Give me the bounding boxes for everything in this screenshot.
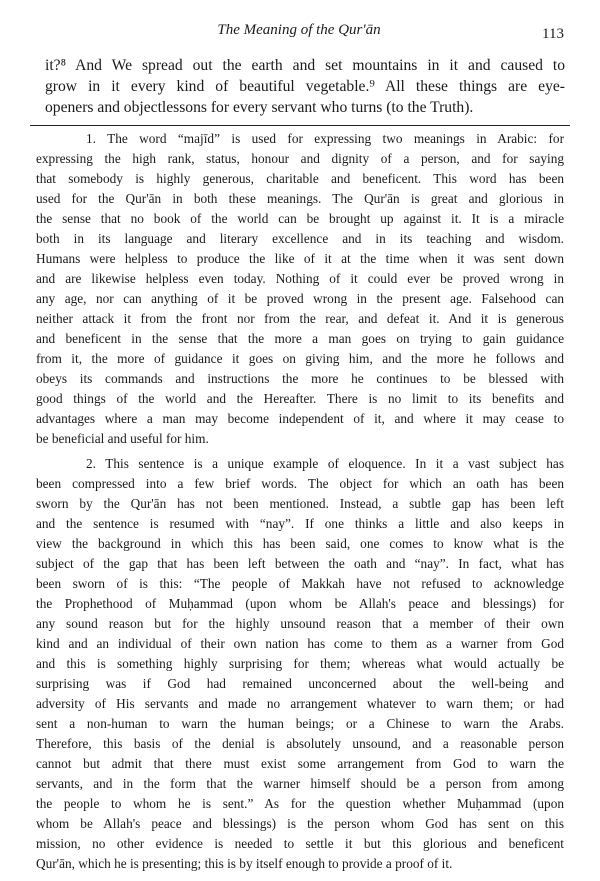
- footnote-line: cannot but admit that there must exist some arrangement from God to warn the: [36, 756, 564, 771]
- footnote-line: servants, and in the form that the warner himself should be a person from among: [36, 776, 564, 791]
- footnote-line: neither attack it from the front nor from the rear, and defeat it. And it is generous: [36, 311, 564, 326]
- footnote-line: 1. The word “majīd” is used for expressing two meanings in Arabic: for: [86, 131, 564, 146]
- footnote-line: the people to whom he is sent.” As for the question whether Muḥammad (upon: [36, 796, 564, 811]
- footnote-line: be beneficial and useful for him.: [36, 431, 209, 446]
- footnote-line: the sense that no book of the world can be brought up against it. It is a miracle: [36, 211, 564, 226]
- main-text-line: it?⁸ And We spread out the earth and set mountains in it and caused to: [45, 57, 565, 74]
- footnote-line: used for the Qur'ān in both these meanings. The Qur'ān is great and glorious in: [36, 191, 564, 206]
- footnote-line: sworn by the Qur'ān has not been mentioned. Instead, a subtle gap has been left: [36, 496, 564, 511]
- footnote-line: from it, the more of guidance it goes on giving him, and the more he follows and: [36, 351, 564, 366]
- footnote-line: and beneficent in the sense that the more a man goes on trying to gain guidance: [36, 331, 564, 346]
- footnote-line: obeys its commands and instructions the more he continues to be blessed with: [36, 371, 564, 386]
- footnote-line: the Prophethood of Muḥammad (upon whom be Allah's peace and blessings) for: [36, 596, 564, 611]
- footnote-2: [36, 454, 564, 874]
- footnote-line: any age, nor can anything of it be proved wrong in the present age. Falsehood can: [36, 291, 564, 306]
- footnote-line: and this is something highly surprising for them; whereas what would actually be: [36, 656, 564, 671]
- footnote-line: any sound reason but for the highly unsound reason that a member of their own: [36, 616, 564, 631]
- footnote-line: kind and an individual of their own nation has come to them as a warner from God: [36, 636, 564, 651]
- footnote-line: Therefore, this basis of the denial is absolutely unsound, and a reasonable person: [36, 736, 564, 751]
- footnote-line: whom be Allah's peace and blessings) is the person whom God has sent on this: [36, 816, 564, 831]
- footnote-line: both in its language and literary excellence and in its teaching and wisdom.: [36, 231, 564, 246]
- footnote-divider: [30, 125, 570, 126]
- footnote-line: surprising was if God had remained unconcerned about the well-being and: [36, 676, 564, 691]
- footnote-line: that somebody is highly generous, charitable and beneficent. This word has been: [36, 171, 564, 186]
- main-text-line: grow in it every kind of beautiful vegetable.⁹ All these things are eye-: [45, 78, 565, 95]
- footnote-line: good things of the world and the Hereafter. There is no limit to its benefits and: [36, 391, 564, 406]
- footnote-line: mission, no other evidence is needed to settle it but this glorious and beneficent: [36, 836, 564, 851]
- footnote-line: and are likewise helpless even today. Nothing of it could ever be proved wrong in: [36, 271, 564, 286]
- main-text: [45, 55, 565, 118]
- footnote-line: Humans were helpless to produce the like of it at the time when it was sent down: [36, 251, 564, 266]
- footnotes: [36, 129, 564, 874]
- footnote-line: expressing the high rank, status, honour and dignity of a person, and for saying: [36, 151, 564, 166]
- footnote-line: subject of the gap that has been left between the oath and “nay”. In fact, what has: [36, 556, 564, 571]
- main-text-line: openers and objectlessons for every servant who turns (to the Truth).: [45, 99, 474, 116]
- footnote-line: Qur'ān, which he is presenting; this is by itself enough to provide a proof of it.: [36, 856, 453, 871]
- footnote-line: been sworn of is this: “The people of Makkah have not refused to acknowledge: [36, 576, 564, 591]
- page-number: 113: [542, 26, 564, 42]
- footnote-line: adversity of His servants and made no arrangement whatever to warn them; or had: [36, 696, 564, 711]
- running-title: The Meaning of the Qur'ān: [217, 22, 381, 38]
- footnote-line: sent a non-human to warn the human beings; or a Chinese to warn the Arabs.: [36, 716, 564, 731]
- footnote-line: advantages where a man may become independent of it, and where it may cease to: [36, 411, 564, 426]
- running-head: [34, 20, 564, 44]
- footnote-line: and the sentence is resumed with “nay”. If one thinks a little and also keeps in: [36, 516, 564, 531]
- footnote-1: [36, 129, 564, 449]
- footnote-line: view the background in which this has been said, one comes to know what is the: [36, 536, 564, 551]
- footnote-line: 2. This sentence is a unique example of eloquence. In it a vast subject has: [86, 456, 564, 471]
- footnote-line: been compressed into a few brief words. The object for which an oath has been: [36, 476, 564, 491]
